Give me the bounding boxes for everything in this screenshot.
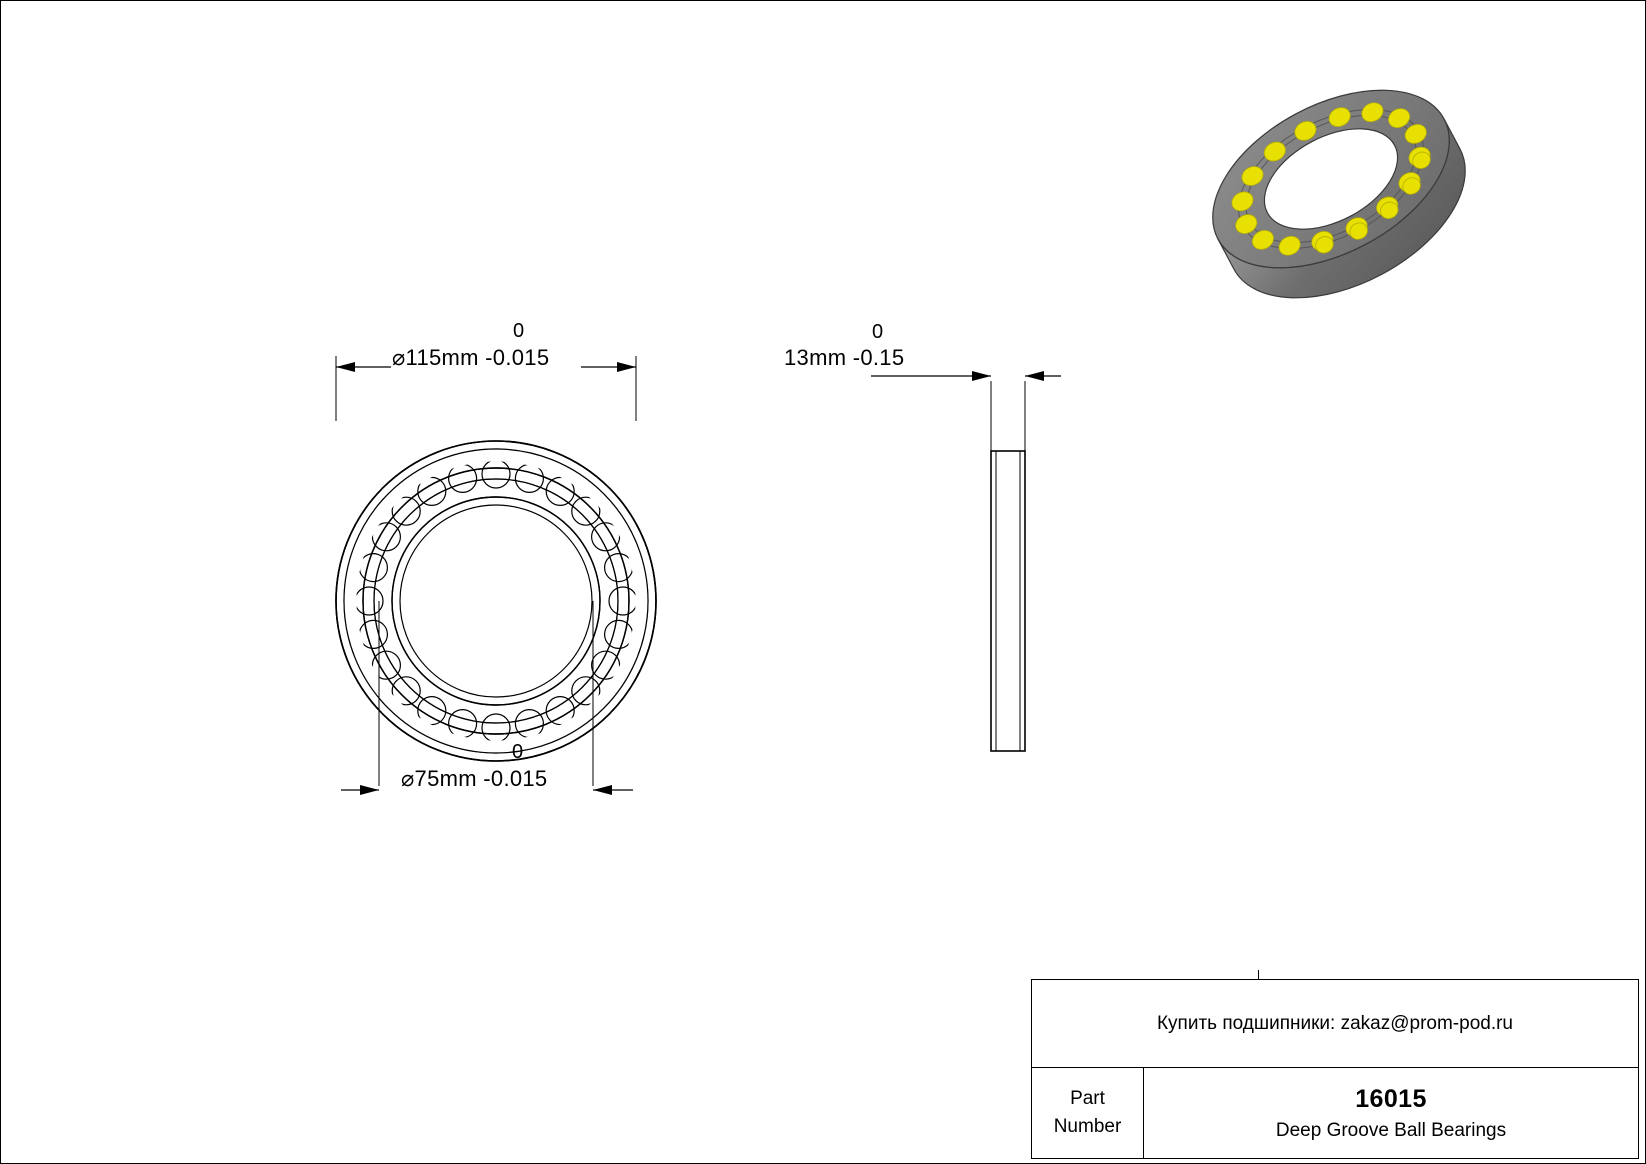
title-block-part-row bbox=[1032, 1068, 1638, 1158]
width-label: 13mm -0.15 bbox=[784, 345, 905, 370]
outer-diameter-tolerance-upper: 0 bbox=[513, 320, 525, 342]
part-number-label bbox=[1032, 1068, 1144, 1158]
bore-diameter-extension-lines bbox=[321, 601, 651, 791]
outer-diameter-extension-lines bbox=[321, 366, 651, 426]
part-description: Deep Groove Ball Bearings bbox=[1275, 1119, 1507, 1141]
title-block-contact-row bbox=[1032, 980, 1638, 1068]
side-width-view bbox=[981, 441, 1041, 761]
title-block bbox=[1031, 979, 1639, 1159]
contact-email-text: Купить подшипники: zakaz@prom-pod.ru bbox=[1156, 1012, 1514, 1034]
width-tolerance-upper: 0 bbox=[872, 321, 884, 343]
isometric-3d-view bbox=[1191, 29, 1471, 329]
width-dimension bbox=[771, 361, 1071, 471]
bore-diameter-label: ⌀75mm -0.015 bbox=[401, 766, 548, 791]
part-number-value-cell bbox=[1144, 1068, 1638, 1158]
outer-diameter-label: ⌀115mm -0.015 bbox=[392, 345, 550, 370]
part-number-label-line1: Part bbox=[1070, 1088, 1105, 1110]
part-number-label-line2: Number bbox=[1053, 1116, 1122, 1137]
bore-diameter-tolerance-upper: 0 bbox=[512, 741, 524, 763]
part-number-value: 16015 bbox=[1355, 1084, 1427, 1113]
title-block-tick bbox=[1258, 970, 1259, 980]
